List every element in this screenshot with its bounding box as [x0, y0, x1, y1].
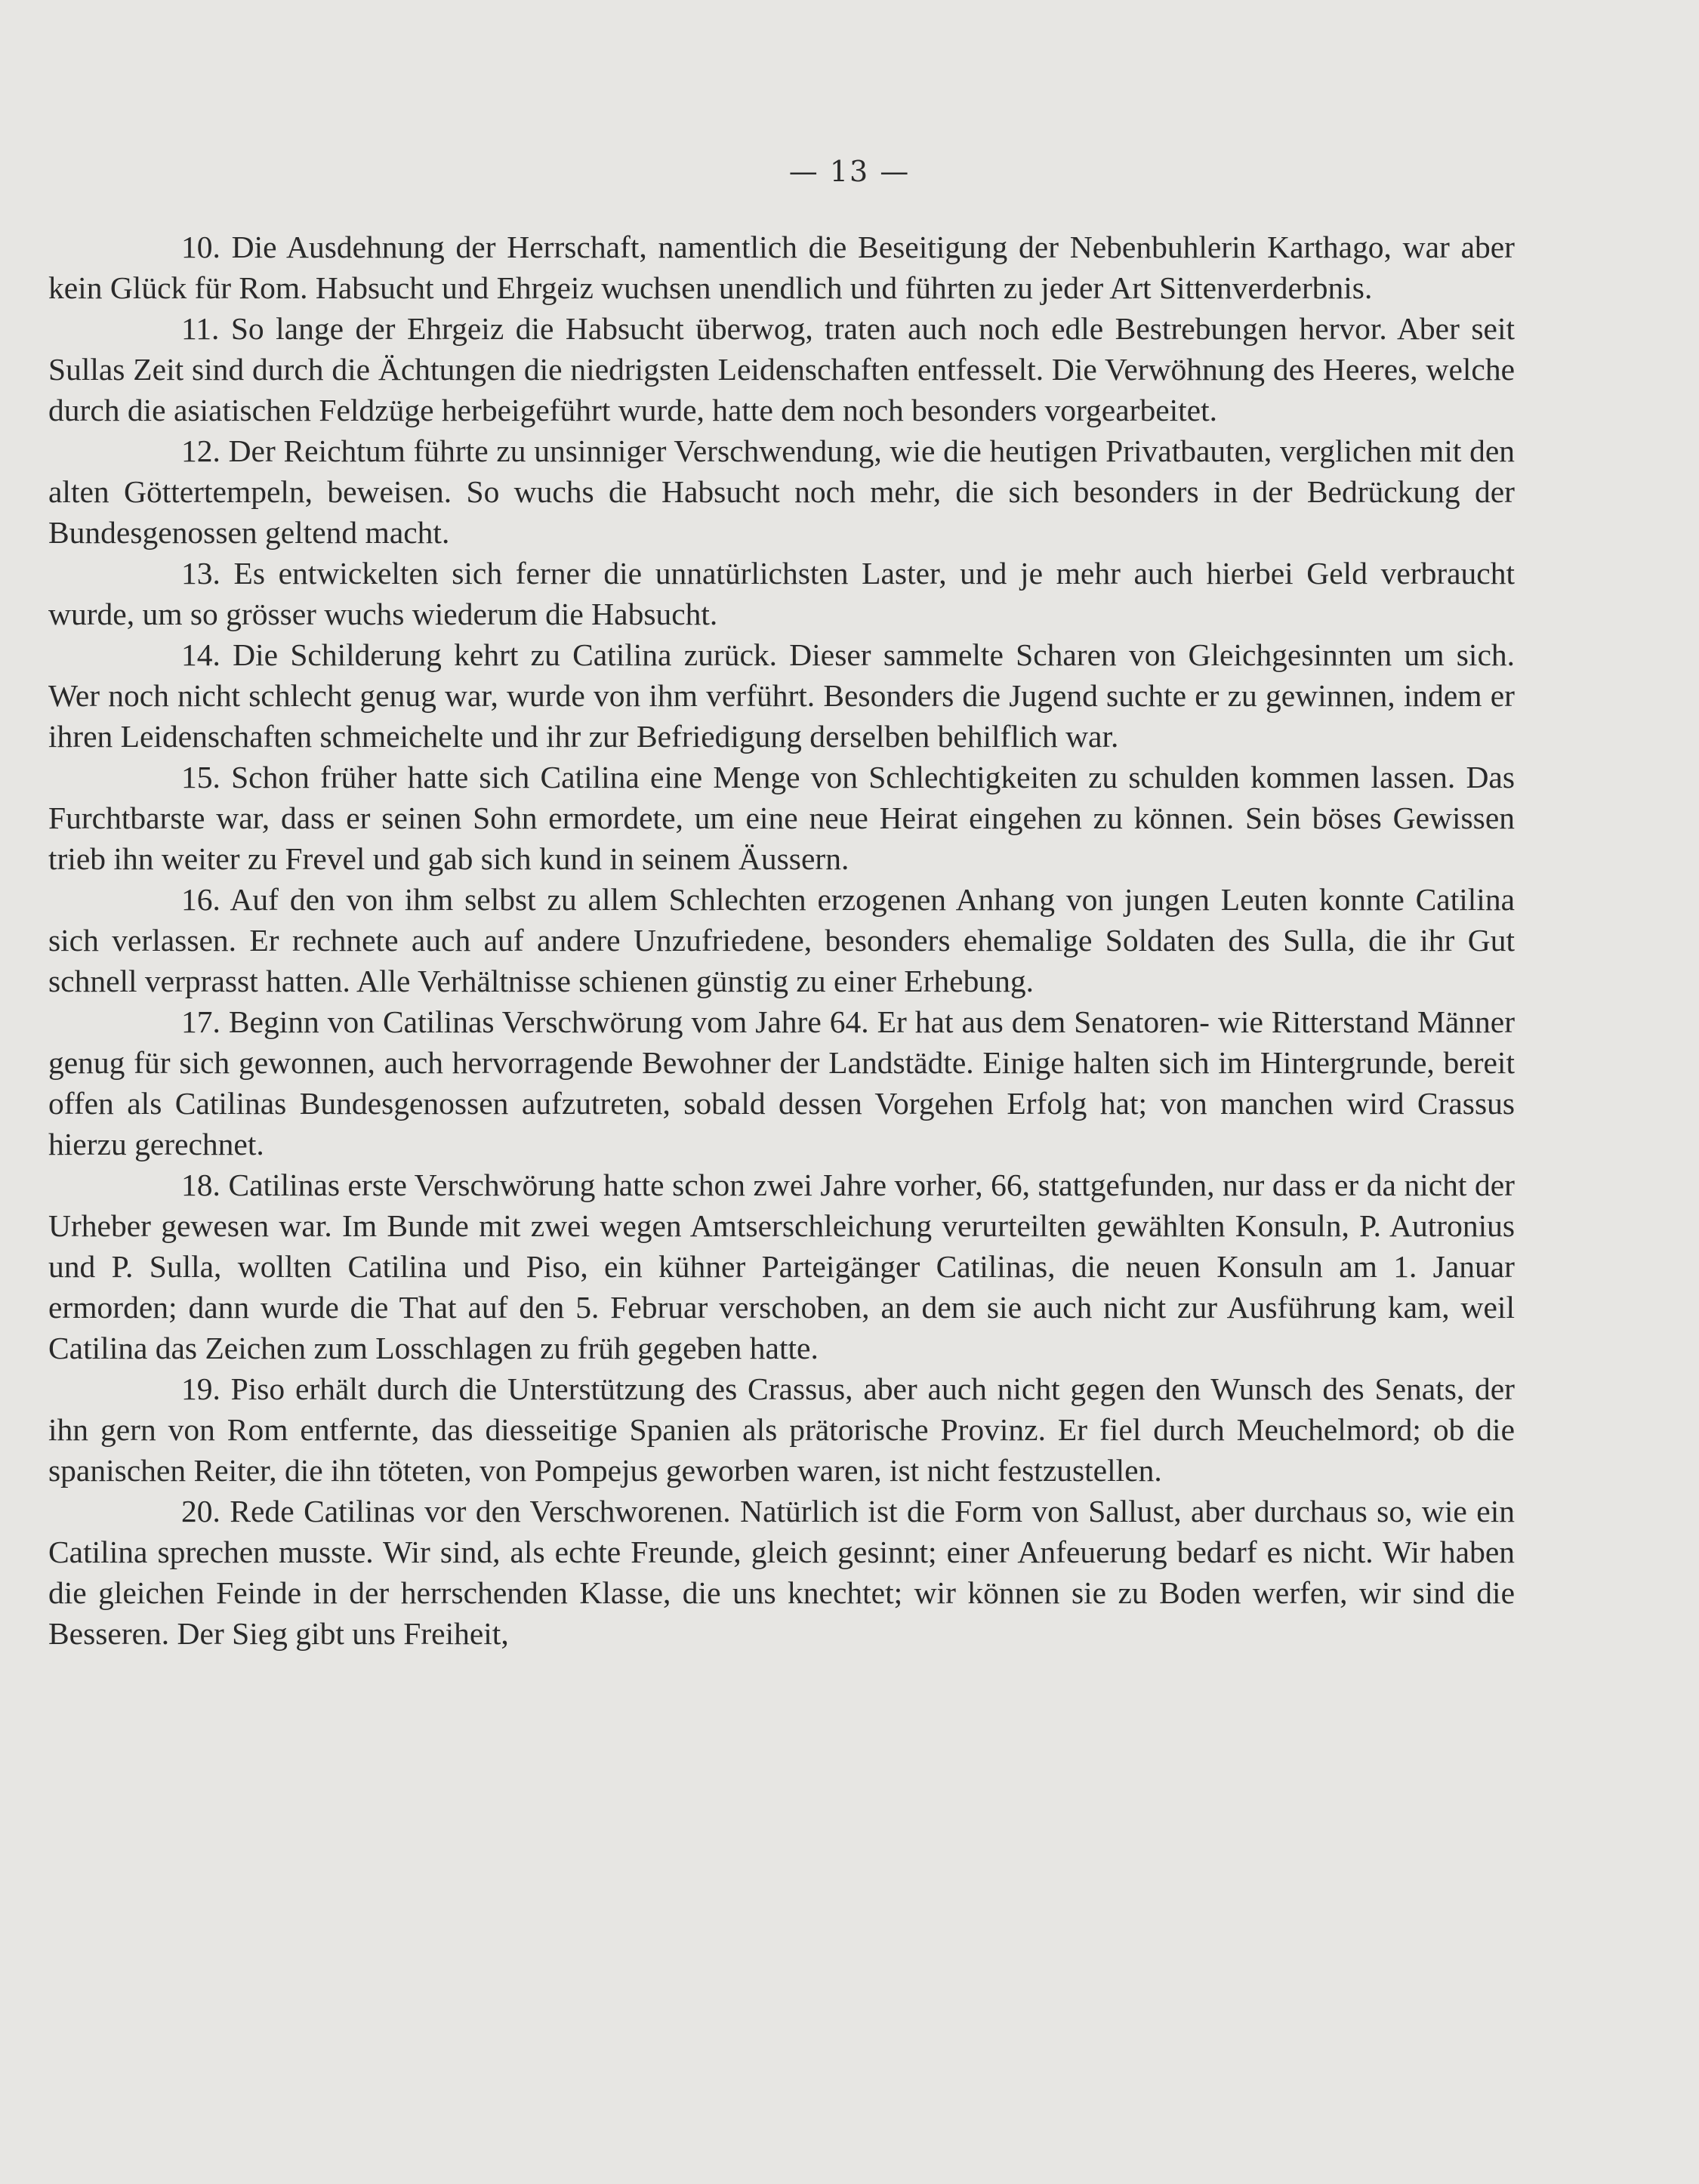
paragraph-19 [48, 1368, 1515, 1491]
paragraph-text: Auf den von ihm selbst zu allem Schlechten erzogenen Anhang von jungen Leuten konnte Catilina sich verlassen. Er rechnete auch auf andere Unzufriedene, besonders ehemalige Soldaten des Sulla, die ihr Gut schnell verprasst hatten. Alle Verhältnisse schienen günstig zu einer Erhebung. [48, 882, 1516, 998]
paragraph-number: 17. [181, 1004, 220, 1039]
paragraph-number: 20. [181, 1494, 220, 1528]
paragraph-text: Beginn von Catilinas Verschwörung vom Jahre 64. Er hat aus dem Senatoren- wie Ritterstand Männer genug für sich gewonnen, auch hervorragende Bewohner der Landstädte. Einige halten sich im Hintergrunde, bereit offen als Catilinas Bundesgenossen aufzutreten, sobald dessen Vorgehen Erfolg hat; von manchen wird Crassus hierzu gerechnet. [48, 1004, 1516, 1161]
paragraph-13 [48, 553, 1515, 634]
paragraph-number: 14. [181, 637, 220, 672]
paragraph-text: Catilinas erste Verschwörung hatte schon zwei Jahre vorher, 66, stattgefunden, nur dass er da nicht der Urheber gewesen war. Im Bunde mit zwei wegen Amtserschleichung verurteilten gewählten Konsuln, P. Autronius und P. Sulla, wollten Catilina und Piso, ein kühner Parteigänger Catilinas, die neuen Konsuln am 1. Januar ermorden; dann wurde die That auf den 5. Februar verschoben, an dem sie auch nicht zur Ausführung kam, weil Catilina das Zeichen zum Losschlagen zu früh gegeben hatte. [48, 1168, 1515, 1365]
paragraph-text: Schon früher hatte sich Catilina eine Menge von Schlechtigkeiten zu schulden kommen lassen. Das Furchtbarste war, dass er seinen Sohn ermordete, um eine neue Heirat eingehen zu können. Sein böses Gewissen trieb ihn weiter zu Frevel und gab sich kund in seinem Äussern. [48, 760, 1516, 876]
paragraph-text: Es entwickelten sich ferner die unnatürlichsten Laster, und je mehr auch hierbei Geld verbraucht wurde, um so grösser wuchs wiederum die Habsucht. [48, 556, 1516, 631]
paragraph-14 [48, 634, 1515, 757]
paragraph-11 [48, 308, 1515, 430]
paragraph-10 [48, 227, 1515, 308]
paragraph-16 [48, 879, 1515, 1001]
body-text [48, 227, 1515, 1654]
paragraph-text: Rede Catilinas vor den Verschworenen. Natürlich ist die Form von Sallust, aber durchaus so, wie ein Catilina sprechen musste. Wir sind, als echte Freunde, gleich gesinnt; einer Anfeuerung bedarf es nicht. Wir haben die gleichen Feinde in der herrschenden Klasse, die uns knechtet; wir können sie zu Boden werfen, wir sind die Besseren. Der Sieg gibt uns Freiheit, [48, 1494, 1515, 1651]
paragraph-12 [48, 430, 1515, 553]
paragraph-number: 18. [181, 1168, 220, 1202]
paragraph-number: 11. [181, 311, 220, 346]
paragraph-number: 16. [181, 882, 220, 917]
paragraph-number: 10. [181, 230, 220, 264]
paragraph-15 [48, 757, 1515, 879]
page-number: — 13 — [788, 155, 911, 188]
paragraph-17 [48, 1001, 1515, 1164]
paragraph-20 [48, 1491, 1515, 1654]
paragraph-number: 19. [181, 1371, 220, 1406]
paragraph-number: 13. [181, 556, 220, 591]
paragraph-text: Die Schilderung kehrt zu Catilina zurück. Dieser sammelte Scharen von Gleichgesinnten um sich. Wer noch nicht schlecht genug war, wurde von ihm verführt. Besonders die Jugend suchte er zu gewinnen, indem er ihren Leidenschaften schmeichelte und ihr zur Befriedigung derselben behilflich war. [48, 637, 1515, 754]
paragraph-number: 12. [181, 433, 220, 468]
paragraph-number: 15. [181, 760, 220, 794]
paragraph-18 [48, 1164, 1515, 1368]
paragraph-text: Die Ausdehnung der Herrschaft, namentlich die Beseitigung der Nebenbuhlerin Karthago, war aber kein Glück für Rom. Habsucht und Ehrgeiz wuchsen unendlich und führten zu jeder Art Sittenverderbnis. [48, 230, 1516, 305]
paragraph-text: So lange der Ehrgeiz die Habsucht überwog, traten auch noch edle Bestrebungen hervor. Aber seit Sullas Zeit sind durch die Ächtungen die niedrigsten Leidenschaften entfesselt. Die Verwöhnung des Heeres, welche durch die asiatischen Feldzüge herbeigeführt wurde, hatte dem noch besonders vorgearbeitet. [48, 311, 1516, 427]
paragraph-text: Der Reichtum führte zu unsinniger Verschwendung, wie die heutigen Privatbauten, verglichen mit den alten Göttertempeln, beweisen. So wuchs die Habsucht noch mehr, die sich besonders in der Bedrückung der Bundesgenossen geltend macht. [48, 433, 1516, 550]
paragraph-text: Piso erhält durch die Unterstützung des Crassus, aber auch nicht gegen den Wunsch des Senats, der ihn gern von Rom entfernte, das diesseitige Spanien als prätorische Provinz. Er fiel durch Meuchelmord; ob die spanischen Reiter, die ihn töteten, von Pompejus geworben waren, ist nicht festzustellen. [48, 1371, 1516, 1488]
